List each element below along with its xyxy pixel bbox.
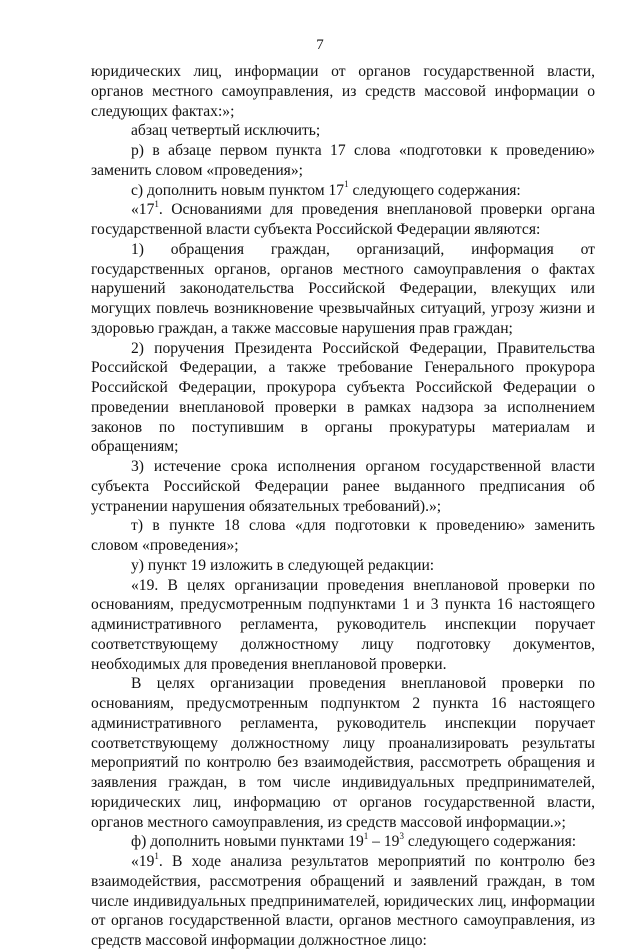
- superscript: 1: [344, 179, 349, 190]
- paragraph-19-1: [91, 852, 595, 951]
- paragraph-item-r: р) в абзаце первом пункта 17 слова «подготовки к проведению» заменить словом «проведения»;: [91, 142, 595, 179]
- paragraph-17-1-tail: . Основаниями для проведения внеплановой проверки органа государственной власти субъекта Российской Федерации являются:: [91, 201, 595, 238]
- paragraph-17-1: [91, 200, 595, 240]
- paragraph-item-f-mid: – 19: [368, 833, 400, 851]
- page-number: 7: [316, 37, 324, 53]
- superscript: 1: [154, 199, 159, 210]
- paragraph-item-s: [91, 181, 595, 201]
- superscript: 1: [363, 831, 369, 842]
- paragraph-item-f-text: ф) дополнить новыми пунктами 19: [131, 833, 364, 851]
- superscript: 3: [399, 831, 404, 842]
- paragraph-item-u: у) пункт 19 изложить в следующей редакции:: [131, 556, 435, 574]
- paragraph-item-s-tail: следующего содержания:: [348, 181, 521, 199]
- paragraph-item-s-text: с) дополнить новым пунктом 17: [131, 181, 345, 199]
- paragraph-19: «19. В целях организации проведения внеплановой проверки по основаниям, предусмотренным подпунктами 1 и 3 пункта 16 настоящего административного регламента, руководитель инспекции поручает соответствующему должностному лицу подготовку документов, необходимых для проведения внеплановой проверки.: [91, 576, 595, 673]
- paragraph-19-1-text: «19: [131, 853, 155, 870]
- paragraph-basis-3: 3) истечение срока исполнения органом государственной власти субъекта Российской Федерации ранее выданного предписания об устранении нарушения обязательных требований).»;: [91, 458, 595, 515]
- superscript: 1: [154, 850, 159, 861]
- paragraph-delete-fourth: абзац четвертый исключить;: [131, 122, 321, 140]
- paragraph-basis-1: 1) обращения граждан, организаций, информация от государственных органов, органов местного самоуправления о фактах нарушений законодательства Российской Федерации, влекущих или могущих повлечь возникновение чрезвычайных ситуаций, угрозу жизни и здоровью граждан, а также массовые нарушения прав граждан;: [91, 240, 595, 337]
- paragraph-item-t: т) в пункте 18 слова «для подготовки к проведению» заменить словом «проведения»;: [91, 517, 595, 554]
- paragraph-continuation: юридических лиц, информации от органов государственной власти, органов местного самоуправления, из средств массовой информации о следующих фактах:»;: [91, 63, 595, 120]
- paragraph-19-second: В целях организации проведения внеплановой проверки по основаниям, предусмотренным подпунктом 2 пункта 16 настоящего административного регламента, руководитель инспекции поручает соответствующему должностному лицу проанализировать результаты мероприятий по контролю без взаимодействия, рассмотреть обращения и заявления граждан, в том числе индивидуальных предпринимателей, юридических лиц, информацию от органов государственной власти, органов местного самоуправления, из средств массовой информации.»;: [91, 675, 595, 831]
- paragraph-item-f: [91, 832, 595, 852]
- paragraph-19-1-tail: . В ходе анализа результатов мероприятий по контролю без взаимодействия, рассмотрения обращений и заявлений граждан, в том числе индивидуальных предпринимателей, юридических лиц, информации от органов государственной власти, органов местного самоуправления, из средств массовой информации должностное лицо:: [91, 853, 595, 949]
- paragraph-17-1-text: «17: [131, 201, 155, 219]
- paragraph-basis-2: 2) поручения Президента Российской Федерации, Правительства Российской Федерации, а также требование Генерального прокурора Российской Федерации, прокурора субъекта Российской Федерации о проведении внеплановой проверки в рамках надзора за исполнением законов по поступившим в органы прокуратуры материалам и обращениям;: [91, 339, 595, 456]
- document-body: [91, 62, 595, 951]
- paragraph-item-f-tail: следующего содержания:: [403, 833, 577, 851]
